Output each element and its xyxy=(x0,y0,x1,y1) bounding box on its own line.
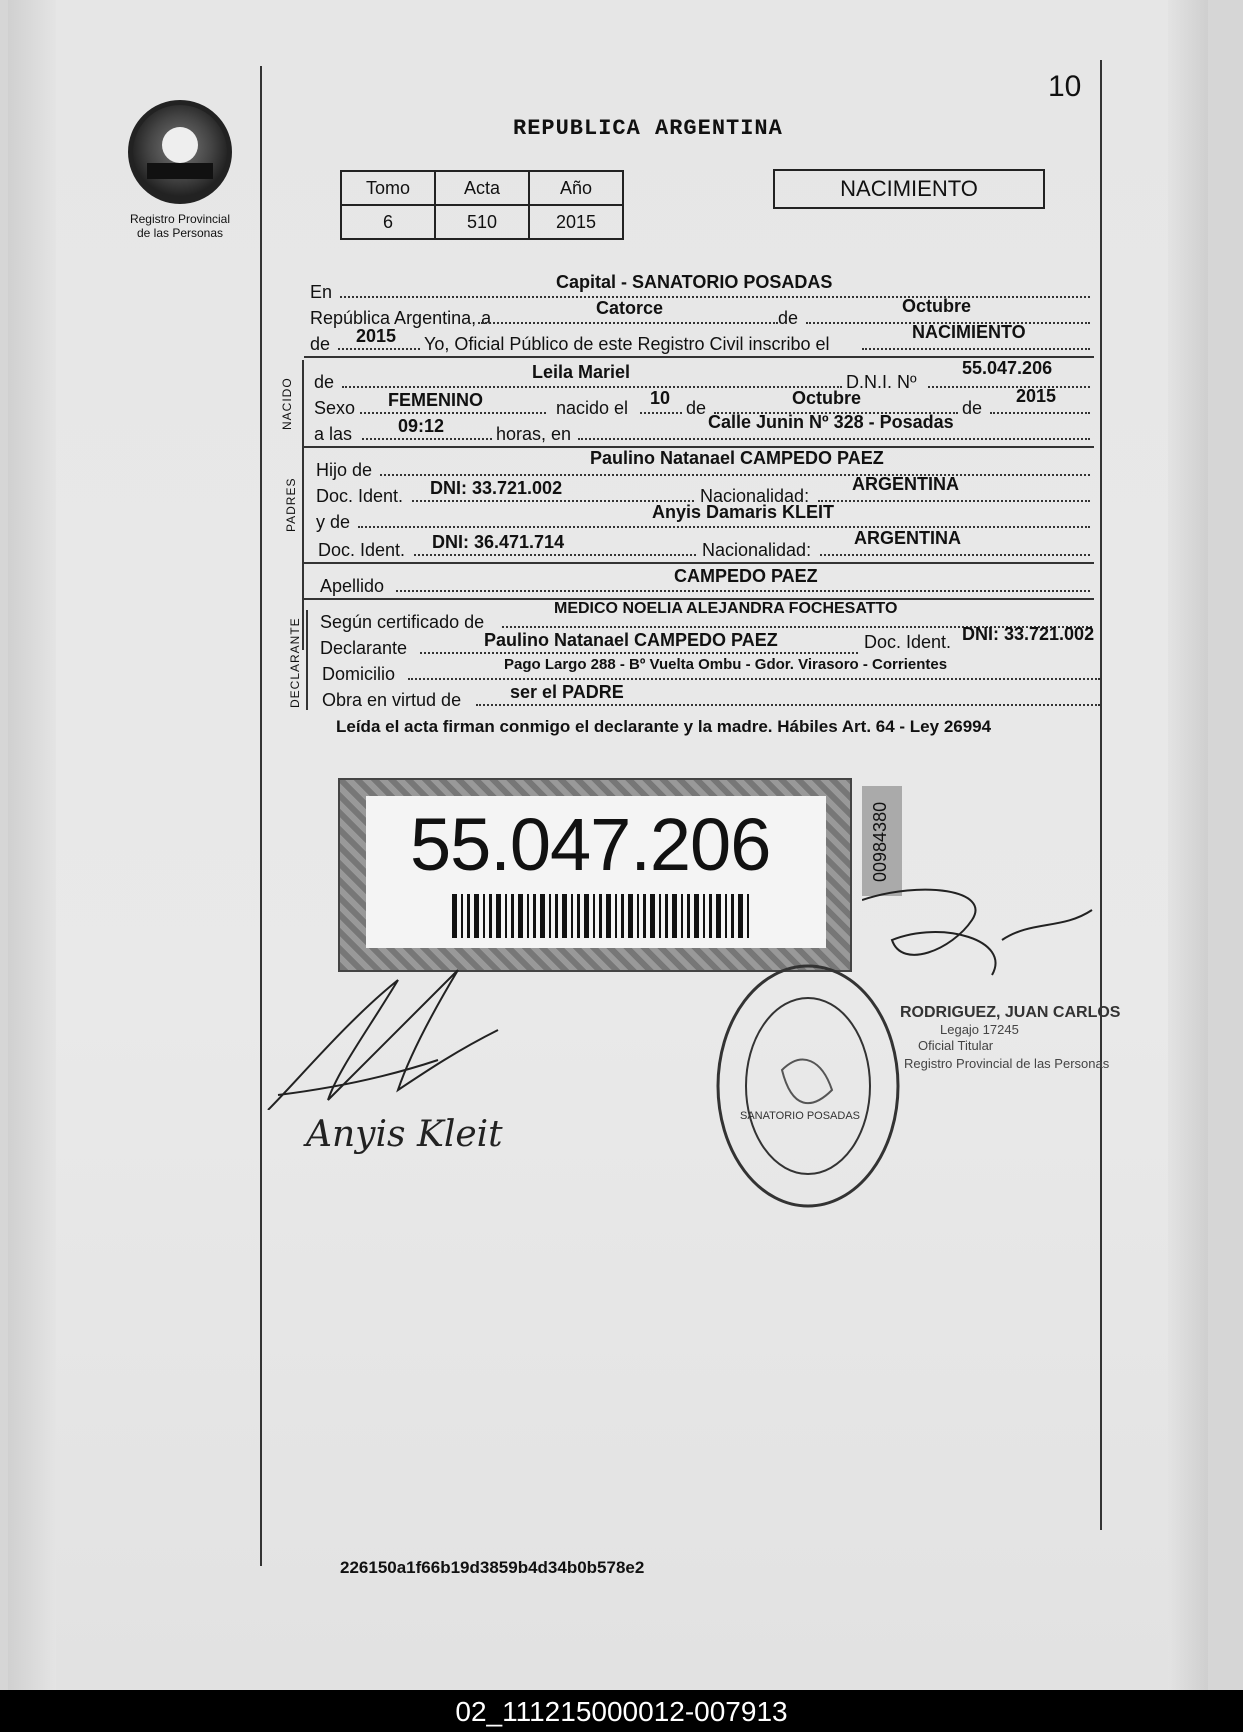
birth-year-value: 2015 xyxy=(1016,386,1057,406)
father-nationality-value: ARGENTINA xyxy=(852,474,959,494)
de-label2: de xyxy=(962,398,983,418)
registered-event-value: NACIMIENTO xyxy=(912,322,1026,342)
republica-label: República Argentina, a xyxy=(310,308,492,328)
official-stamp-legajo: Legajo 17245 xyxy=(940,1022,1019,1037)
registry-logo xyxy=(110,100,250,240)
dots xyxy=(476,704,1100,706)
y-de-label: y de xyxy=(316,512,351,532)
dots xyxy=(990,412,1090,414)
dots xyxy=(340,296,1090,298)
doc-label: Doc. Ident. xyxy=(318,540,406,560)
obra-label: Obra en virtud de xyxy=(322,690,462,710)
act-type-box: NACIMIENTO xyxy=(773,169,1045,209)
sticker-label xyxy=(366,796,826,948)
cert-value: MEDICO NOELIA ALEJANDRA FOCHESATTO xyxy=(554,600,898,617)
sexo-label: Sexo xyxy=(314,398,356,418)
dni-label: D.N.I. Nº xyxy=(846,372,917,392)
sexo-value: FEMENINO xyxy=(388,390,484,410)
page-number: 10 xyxy=(1048,70,1082,103)
nacionalidad-label: Nacionalidad: xyxy=(700,486,810,506)
logo-caption-line2: de las Personas xyxy=(136,226,224,240)
padres-side-label: PADRES xyxy=(284,477,298,532)
barcode-icon xyxy=(452,894,752,938)
divider xyxy=(304,562,1094,564)
apellido-label: Apellido xyxy=(320,576,385,596)
dots xyxy=(818,500,1090,502)
page-shadow-left xyxy=(8,0,56,1690)
mother-name-value: Anyis Damaris KLEIT xyxy=(652,502,835,522)
declarante-side-label: DECLARANTE xyxy=(288,617,302,708)
doc-label: Doc. Ident. xyxy=(316,486,404,506)
hijo-de-label: Hijo de xyxy=(316,460,373,480)
de-label: de xyxy=(686,398,707,418)
mother-signature-text: Anyis Kleit xyxy=(306,1114,503,1155)
place-value: Capital - SANATORIO POSADAS xyxy=(556,272,833,292)
emblem-sun xyxy=(162,127,198,163)
registry-table xyxy=(340,170,624,240)
father-name-value: Paulino Natanael CAMPEDO PAEZ xyxy=(590,448,884,468)
birth-month-value: Octubre xyxy=(792,388,862,408)
dots xyxy=(414,554,696,556)
day-text-value: Catorce xyxy=(596,298,664,318)
dots xyxy=(928,386,1090,388)
nacionalidad-label: Nacionalidad: xyxy=(702,540,812,560)
mother-doc-value: DNI: 36.471.714 xyxy=(432,532,565,552)
dots xyxy=(342,386,842,388)
emblem-band xyxy=(147,163,213,179)
dots xyxy=(360,412,546,414)
header-ano: Año xyxy=(529,171,623,205)
birth-place-value: Calle Junin Nº 328 - Posadas xyxy=(708,412,954,432)
father-doc-value: DNI: 33.721.002 xyxy=(430,478,563,498)
header-acta: Acta xyxy=(435,171,529,205)
doc-label: Doc. Ident. xyxy=(864,632,952,652)
dots xyxy=(820,554,1090,556)
nacido-el-label: nacido el xyxy=(556,398,629,418)
birth-time-value: 09:12 xyxy=(398,416,445,436)
left-margin-rule xyxy=(260,66,262,1566)
header-tomo: Tomo xyxy=(341,171,435,205)
domicilio-value: Pago Largo 288 - Bº Vuelta Ombu - Gdor. Virasoro - Corrientes xyxy=(504,656,948,673)
sticker-serial: 00984380 xyxy=(870,801,890,882)
declarante-name-value: Paulino Natanael CAMPEDO PAEZ xyxy=(484,630,778,650)
a-las-label: a las xyxy=(314,424,353,444)
birth-day-value: 10 xyxy=(650,388,671,408)
registry-text: Yo, Oficial Público de este Registro Civil inscribo el xyxy=(424,334,830,354)
declarante-doc-value: DNI: 33.721.002 xyxy=(962,624,1095,644)
dots xyxy=(338,348,420,350)
domicilio-label: Domicilio xyxy=(322,664,396,684)
dots xyxy=(478,322,778,324)
dots xyxy=(380,474,1090,476)
mother-signature xyxy=(300,1100,560,1170)
year-value: 2015 xyxy=(356,326,397,346)
de-label2: de xyxy=(310,334,331,354)
dots xyxy=(640,412,682,414)
province-emblem-icon xyxy=(128,100,232,204)
dots xyxy=(420,652,858,654)
de-label: de xyxy=(778,308,799,328)
dots xyxy=(396,590,1090,592)
dots xyxy=(578,438,1090,440)
month-value: Octubre xyxy=(902,296,972,316)
apellido-value: CAMPEDO PAEZ xyxy=(674,566,818,586)
footer-id: 02_111215000012-007913 xyxy=(455,1696,788,1727)
value-ano: 2015 xyxy=(529,205,623,239)
dots xyxy=(862,348,1090,350)
dni-sticker xyxy=(338,778,852,972)
section-rule xyxy=(302,360,304,650)
dots xyxy=(362,438,492,440)
declarante-signature xyxy=(258,960,518,1110)
declarante-rule xyxy=(306,610,308,710)
document-title: REPUBLICA ARGENTINA xyxy=(513,116,783,141)
declarante-label: Declarante xyxy=(320,638,408,658)
value-acta: 510 xyxy=(435,205,529,239)
hash-code: 226150a1f66b19d3859b4d34b0b578e2 xyxy=(340,1558,645,1577)
dots xyxy=(408,678,1100,680)
en-label: En xyxy=(310,282,333,302)
right-margin-rule xyxy=(1100,60,1102,1530)
de-label: de xyxy=(314,372,335,392)
child-dni-value: 55.047.206 xyxy=(962,358,1053,378)
nacido-side-label: NACIDO xyxy=(280,377,294,430)
value-tomo: 6 xyxy=(341,205,435,239)
official-stamp-role: Oficial Titular xyxy=(918,1038,994,1053)
obra-value: ser el PADRE xyxy=(510,682,624,702)
page-shadow-right xyxy=(1168,0,1208,1690)
dots xyxy=(358,526,1090,528)
cert-label: Según certificado de xyxy=(320,612,485,632)
logo-caption-line1: Registro Provincial xyxy=(129,212,231,226)
official-stamp-name: RODRIGUEZ, JUAN CARLOS xyxy=(900,1004,1121,1021)
closing-text: Leída el acta firman conmigo el declarante y la madre. Hábiles Art. 64 - Ley 26994 xyxy=(336,717,992,736)
horas-en-label: horas, en xyxy=(496,424,572,444)
official-stamp-office: Registro Provincial de las Personas xyxy=(904,1056,1110,1071)
child-name-value: Leila Mariel xyxy=(532,362,631,382)
mother-nationality-value: ARGENTINA xyxy=(854,528,961,548)
seal-inner-text: SANATORIO POSADAS xyxy=(740,1110,861,1122)
sticker-number: 55.047.206 xyxy=(410,803,771,886)
round-seal-icon xyxy=(712,960,904,1212)
